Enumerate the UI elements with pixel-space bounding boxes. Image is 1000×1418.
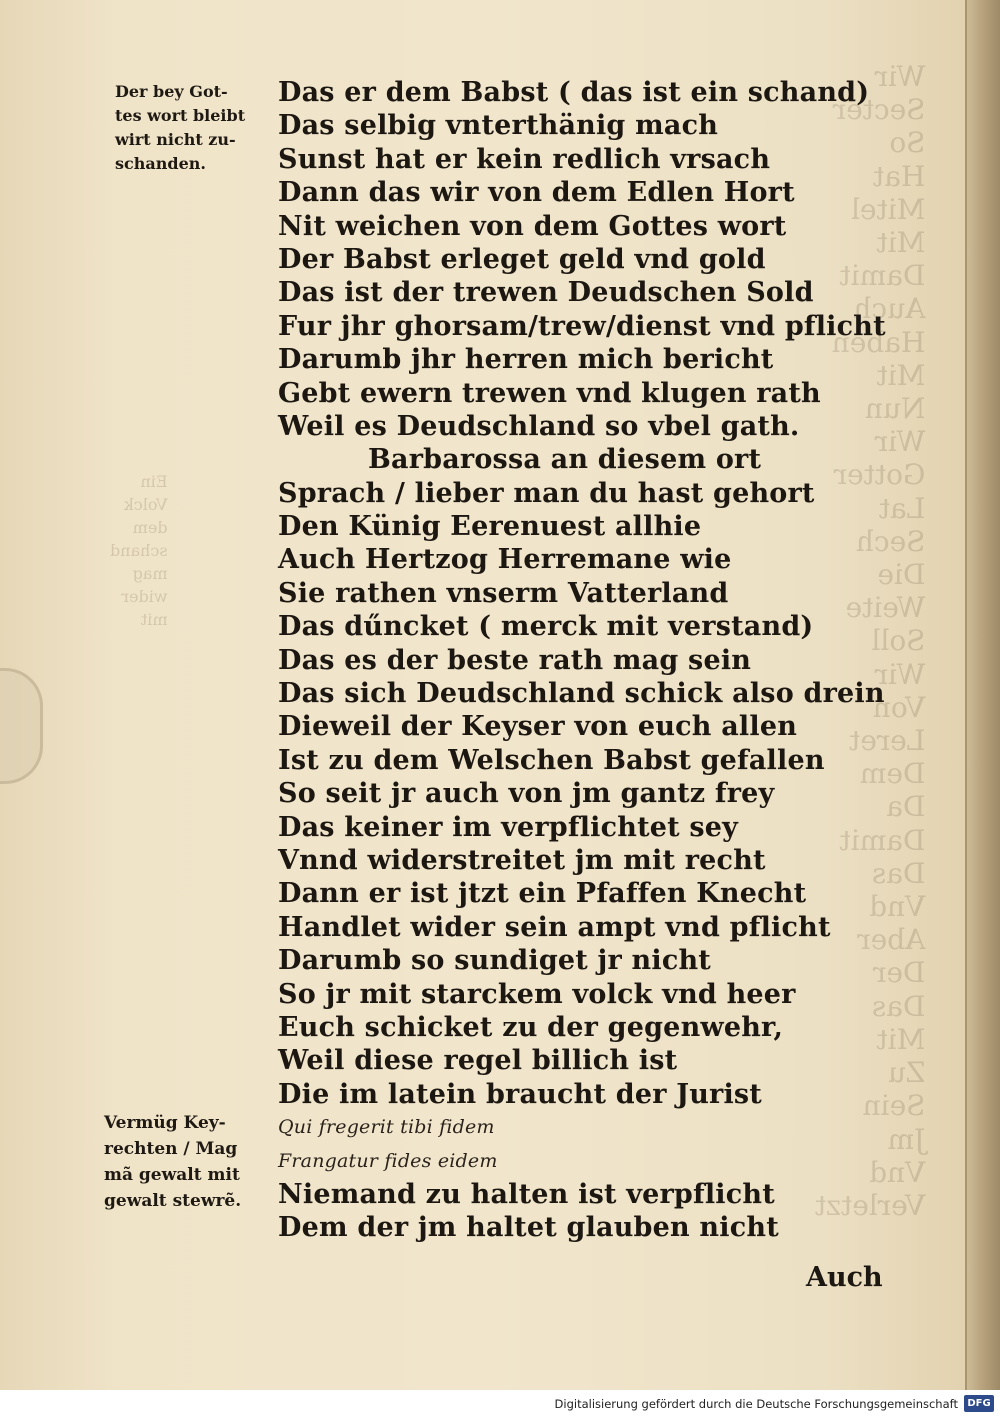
verse-line: Das keiner im verpflichtet sey	[278, 811, 739, 843]
verse-line: Nit weichen von dem Gottes wort	[278, 210, 787, 242]
margin-note-line: gewalt stewrẽ.	[104, 1191, 242, 1211]
verse-line: Barbarossa an diesem ort	[368, 444, 762, 476]
margin-note-line: mã gewalt mit	[104, 1165, 240, 1185]
dfg-logo-icon: DFG	[964, 1395, 994, 1412]
verse-line: Darumb jhr herren mich bericht	[278, 344, 774, 376]
verse-line: Ist zu dem Welschen Babst gefallen	[278, 744, 825, 776]
verse-line: Weil diese regel billich ist	[278, 1045, 678, 1077]
verse-line: Dem der jm haltet glauben nicht	[278, 1212, 779, 1244]
verse-line: Sunst hat er kein redlich vrsach	[278, 143, 771, 175]
footer-bar	[0, 1390, 1000, 1418]
verse-line: Weil es Deudschland so vbel gath.	[278, 410, 800, 442]
bleed-through-left: Ein Volck dem schand mag wider mit	[110, 472, 168, 629]
verse-line: Auch Hertzog Herremane wie	[278, 544, 732, 576]
verse-line: Das dűncket ( merck mit verstand)	[278, 611, 814, 643]
verse-line: Sprach / lieber man du hast gehort	[278, 477, 815, 509]
catchword: Auch	[806, 1262, 883, 1293]
margin-note-bottom	[104, 1110, 279, 1214]
verse-line: So jr mit starckem volck vnd heer	[278, 978, 796, 1010]
latin-verse-line: Qui fregerit tibi fidem	[278, 1116, 495, 1139]
bleed-through-right: Wir Secter So Hat Mitel Mit Damit Auch Haben Mit Nun Wir Gotter Lat Sech Die Weite Soll Wir Von Leret Dem Da Damit Das Vnd Aber Der Das Mit Zu Sein Jm Vnd Verletzt	[815, 60, 926, 1222]
verse-line: Dann das wir von dem Edlen Hort	[278, 177, 795, 209]
funding-credit: Digitalisierung gefördert durch die Deutsche Forschungsgemeinschaft	[554, 1397, 958, 1411]
page-edge	[965, 0, 1000, 1390]
verse-line: Das er dem Babst ( das ist ein schand)	[278, 77, 870, 108]
margin-note-line: schanden.	[115, 154, 206, 173]
book-clasp-shadow	[0, 668, 43, 784]
margin-note-line: Vermüg Key-	[104, 1113, 226, 1133]
verse-line: Dieweil der Keyser von euch allen	[278, 711, 798, 743]
verse-line: Dann er ist jtzt ein Pfaffen Knecht	[278, 878, 807, 910]
verse-line: Das selbig vnterthänig mach	[278, 110, 719, 142]
verse-line: So seit jr auch von jm gantz frey	[278, 778, 775, 810]
verse-line: Die im latein braucht der Jurist	[278, 1078, 762, 1110]
verse-line: Das es der beste rath mag sein	[278, 644, 752, 676]
verse-line: Euch schicket zu der gegenwehr,	[278, 1011, 784, 1043]
verse-line: Das sich Deudschland schick also drein	[278, 678, 885, 710]
verse-line: Handlet wider sein ampt vnd pflicht	[278, 911, 831, 943]
verse-line: Den Künig Eerenuest allhie	[278, 511, 702, 543]
margin-note-top	[115, 80, 285, 176]
verse-line: Darumb so sundiget jr nicht	[278, 945, 711, 977]
verse-line: Niemand zu halten ist verpflicht	[278, 1178, 775, 1210]
verse-line: Gebt ewern trewen vnd klugen rath	[278, 377, 821, 409]
margin-note-line: tes wort bleibt	[115, 106, 246, 125]
margin-note-line: rechten / Mag	[104, 1139, 238, 1159]
verse-text	[278, 76, 898, 1245]
margin-note-line: Der bey Got-	[115, 82, 228, 101]
verse-line: Sie rathen vnserm Vatterland	[278, 577, 729, 609]
verse-line: Der Babst erleget geld vnd gold	[278, 243, 766, 275]
verse-line: Das ist der trewen Deudschen Sold	[278, 277, 814, 309]
verse-line: Vnnd widerstreitet jm mit recht	[278, 844, 766, 876]
verse-line: Fur jhr ghorsam/trew/dienst vnd pflicht	[278, 310, 886, 342]
margin-note-line: wirt nicht zu-	[115, 130, 236, 149]
latin-verse-line: Frangatur fides eidem	[278, 1149, 498, 1172]
